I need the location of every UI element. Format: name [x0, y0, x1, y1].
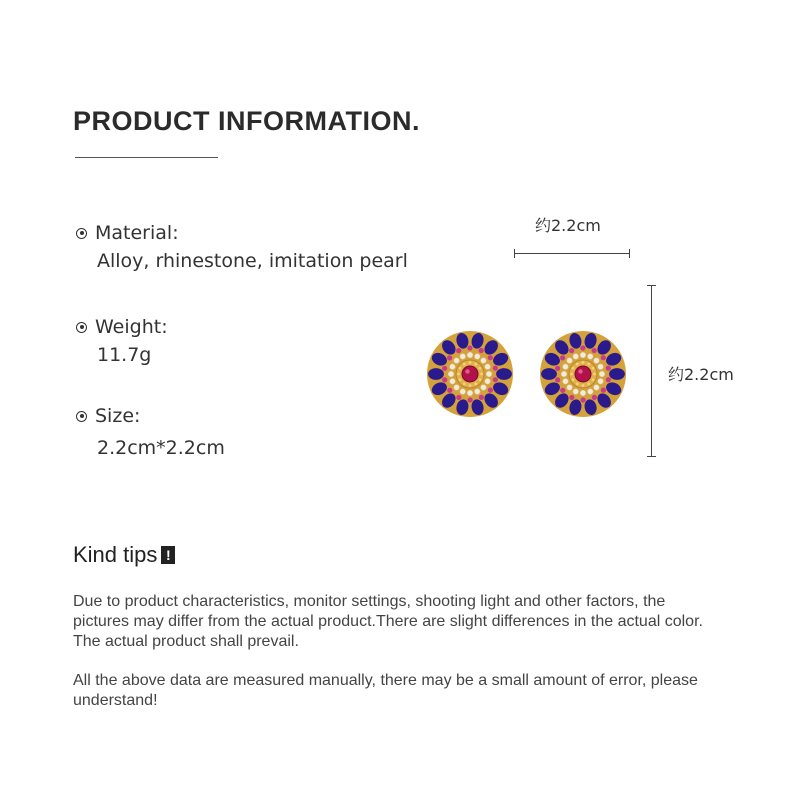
height-tick-bottom	[647, 456, 656, 457]
height-dimension-label: 约2.2cm	[668, 365, 734, 384]
bullet-icon	[76, 322, 87, 333]
width-tick-right	[629, 249, 630, 258]
spec-value: 2.2cm*2.2cm	[97, 437, 225, 459]
spec-label: Material:	[95, 222, 179, 244]
tips-paragraph-2: All the above data are measured manually, there may be a small amount of error, please understand!	[73, 672, 698, 709]
kind-tips-title: Kind tips	[73, 542, 158, 567]
page-title: PRODUCT INFORMATION.	[73, 106, 420, 136]
spec-material	[76, 221, 408, 272]
kind-tips-heading	[73, 542, 175, 568]
height-dimension-line	[651, 285, 652, 457]
exclamation-icon: !	[161, 546, 175, 564]
earring-right-image	[538, 329, 628, 419]
bullet-icon	[76, 228, 87, 239]
spec-value: Alloy, rhinestone, imitation pearl	[97, 250, 408, 272]
spec-size	[76, 404, 225, 459]
width-dimension-label: 约2.2cm	[535, 216, 601, 235]
height-tick-top	[647, 285, 656, 286]
spec-value: 11.7g	[97, 344, 152, 366]
spec-label: Size:	[95, 405, 141, 427]
title-underline	[75, 157, 218, 158]
spec-label: Weight:	[95, 316, 168, 338]
spec-weight	[76, 315, 168, 366]
bullet-icon	[76, 411, 87, 422]
width-tick-left	[514, 249, 515, 258]
width-dimension-line	[514, 253, 630, 254]
tips-paragraph-1: Due to product characteristics, monitor settings, shooting light and other factors, the pictures may differ from the actual product.There are slight differences in the actual color. The actual product shall prevail.	[73, 593, 703, 650]
earring-left-image	[425, 329, 515, 419]
